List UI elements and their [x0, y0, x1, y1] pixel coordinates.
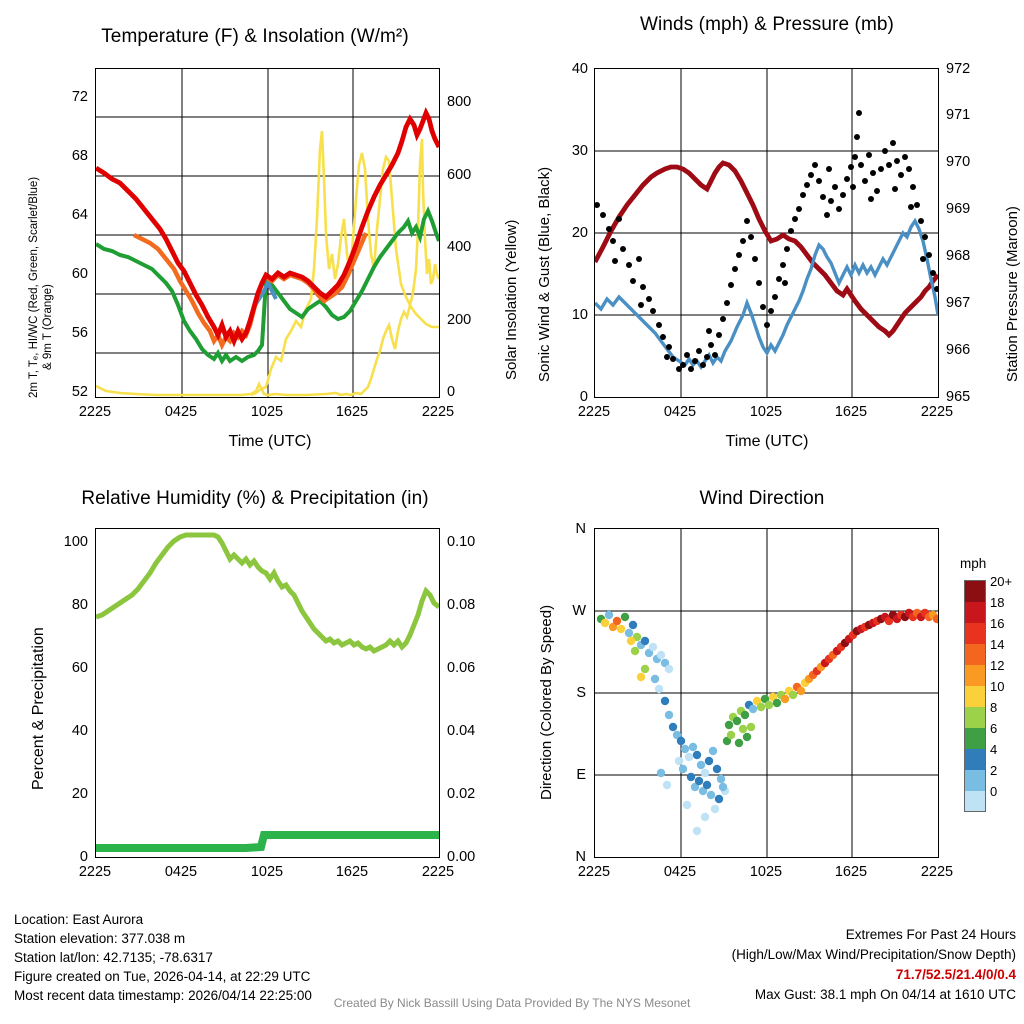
rh-xtick-1: 0425: [164, 864, 198, 880]
temp-ytick-52: 52: [71, 384, 88, 400]
wind-ytick-30: 30: [571, 143, 588, 159]
dir-xtick-2: 1025: [749, 864, 783, 880]
temp-yaxis-right-title: Solar Insolation (Yellow): [503, 219, 520, 380]
wind-rtick-972: 972: [946, 61, 971, 77]
wind-ytick-0: 0: [579, 389, 588, 405]
temp-rtick-600: 600: [447, 167, 472, 183]
rh-xtick-0: 2225: [78, 864, 112, 880]
dir-ytick-N-top: N: [575, 521, 586, 537]
rh-xtick-3: 1625: [335, 864, 369, 880]
extremes-values: 71.7/52.5/21.4/0/0.4: [895, 967, 1016, 982]
panel-wind-direction-title: Wind Direction: [699, 488, 825, 509]
humidity-svg: [96, 529, 439, 857]
rh-ytick-100: 100: [63, 534, 88, 550]
wind-direction-plot-area: [594, 528, 939, 858]
colorbar-label-18: 18: [990, 595, 1005, 610]
colorbar-label-6: 6: [990, 721, 998, 736]
temp-rtick-200: 200: [447, 312, 472, 328]
temp-yaxis-title-line1: 2m T, Tₑ, HI/WC (Red, Green, Scarlet/Blue): [28, 176, 40, 398]
wind-speed-colorbar: [960, 556, 1024, 830]
wind-rtick-967: 967: [946, 295, 971, 311]
rh-xtick-2: 1025: [250, 864, 284, 880]
rh-ytick-40: 40: [71, 723, 88, 739]
wind-ytick-40: 40: [571, 61, 588, 77]
temp-rtick-400: 400: [447, 239, 472, 255]
wind-rtick-966: 966: [946, 342, 971, 358]
panel-humidity: [0, 470, 512, 920]
temp-xtick-3: 1625: [335, 404, 369, 420]
temp-ytick-68: 68: [71, 148, 88, 164]
rh-rtick-004: 0.04: [447, 723, 476, 739]
dir-xtick-3: 1625: [834, 864, 868, 880]
rh-rtick-002: 0.02: [447, 786, 476, 802]
dir-yaxis-title: Direction (Colored By Speed): [538, 604, 555, 800]
panel-wind-direction: [512, 470, 1024, 920]
figure-credit: Created By Nick Bassill Using Data Provided By The NYS Mesonet: [333, 996, 691, 1010]
wind-xtick-1: 0425: [663, 404, 697, 420]
colorbar-label-2: 2: [990, 763, 998, 778]
wind-yaxis-right-title: Station Pressure (Maroon): [1004, 206, 1021, 382]
temp-ytick-64: 64: [71, 207, 88, 223]
temp-xtick-0: 2225: [78, 404, 112, 420]
temp-ytick-60: 60: [71, 266, 88, 282]
extremes-heading: Extremes For Past 24 Hours: [845, 927, 1016, 942]
wind-xtick-0: 2225: [577, 404, 611, 420]
temp-ytick-56: 56: [71, 325, 88, 341]
rh-xtick-4: 2225: [421, 864, 455, 880]
wind-direction-svg: [595, 529, 938, 857]
wind-xtick-3: 1625: [834, 404, 868, 420]
dir-xtick-1: 0425: [663, 864, 697, 880]
colorbar-label-14: 14: [990, 637, 1005, 652]
colorbar-label-20: 20+: [990, 574, 1013, 589]
dir-ytick-W: W: [572, 603, 586, 619]
wind-rtick-968: 968: [946, 248, 971, 264]
max-gust: Max Gust: 38.1 mph On 04/14 at 1610 UTC: [754, 987, 1016, 1002]
temp-ytick-72: 72: [71, 89, 88, 105]
rh-ytick-0: 0: [79, 849, 88, 865]
humidity-plot-area: [95, 528, 440, 858]
temp-rtick-800: 800: [447, 94, 472, 110]
panel-winds: [512, 0, 1024, 470]
wind-xtick-2: 1025: [749, 404, 783, 420]
footer-right: [520, 925, 1016, 1005]
colorbar-label-8: 8: [990, 700, 998, 715]
wind-rtick-969: 969: [946, 201, 971, 217]
temp-xtick-1: 0425: [164, 404, 198, 420]
footer-timestamp: Most recent data timestamp: 2026/04/14 22:25:00: [14, 988, 312, 1003]
colorbar-label-12: 12: [990, 658, 1005, 673]
panel-winds-title: Winds (mph) & Pressure (mb): [640, 14, 894, 35]
temperature-svg: [96, 69, 439, 397]
rh-ytick-60: 60: [71, 660, 88, 676]
panel-temperature: [0, 0, 520, 470]
temp-yaxis-title-line2: & 9m T (Orange): [42, 284, 54, 370]
colorbar-gradient: [964, 580, 986, 812]
rh-rtick-006: 0.06: [447, 660, 476, 676]
temp-xtick-4: 2225: [421, 404, 455, 420]
footer-elevation: Station elevation: 377.038 m: [14, 931, 186, 946]
wind-rtick-970: 970: [946, 154, 971, 170]
footer-latlon: Station lat/lon: 42.7135; -78.6317: [14, 950, 213, 965]
dir-ytick-S: S: [576, 685, 586, 701]
wind-ytick-20: 20: [571, 225, 588, 241]
temp-rtick-0: 0: [447, 384, 456, 400]
rh-rtick-010: 0.10: [447, 534, 476, 550]
colorbar-label-16: 16: [990, 616, 1005, 631]
wind-xaxis-title: Time (UTC): [725, 433, 809, 450]
colorbar-label-0: 0: [990, 784, 998, 799]
wind-yaxis-title: Sonic Wind & Gust (Blue, Black): [536, 166, 553, 382]
temp-xaxis-title: Time (UTC): [228, 433, 312, 450]
rh-yaxis-title: Percent & Precipitation: [30, 627, 47, 790]
temperature-plot-area: [95, 68, 440, 398]
wind-rtick-965: 965: [946, 389, 971, 405]
dir-xtick-0: 2225: [577, 864, 611, 880]
extremes-subheading: (High/Low/Max Wind/Precipitation/Snow Depth): [731, 947, 1016, 962]
colorbar-title: mph: [960, 556, 987, 571]
panel-humidity-title: Relative Humidity (%) & Precipitation (in): [81, 488, 429, 509]
dir-ytick-E: E: [576, 767, 586, 783]
wind-xtick-4: 2225: [920, 404, 954, 420]
temp-xtick-2: 1025: [250, 404, 284, 420]
panel-temperature-title: Temperature (F) & Insolation (W/m²): [101, 26, 409, 47]
rh-ytick-80: 80: [71, 597, 88, 613]
footer-created: Figure created on Tue, 2026-04-14, at 22:29 UTC: [14, 969, 311, 984]
rh-rtick-008: 0.08: [447, 597, 476, 613]
colorbar-label-10: 10: [990, 679, 1005, 694]
rh-ytick-20: 20: [71, 786, 88, 802]
winds-plot-area: [594, 68, 939, 398]
footer-left: [14, 910, 534, 1005]
dir-xtick-4: 2225: [920, 864, 954, 880]
winds-svg: [595, 69, 938, 397]
colorbar-label-4: 4: [990, 742, 998, 757]
wind-rtick-971: 971: [946, 107, 971, 123]
wind-ytick-10: 10: [571, 307, 588, 323]
footer-location: Location: East Aurora: [14, 912, 144, 927]
rh-rtick-000: 0.00: [447, 849, 476, 865]
dir-ytick-N-bottom: N: [575, 849, 586, 865]
